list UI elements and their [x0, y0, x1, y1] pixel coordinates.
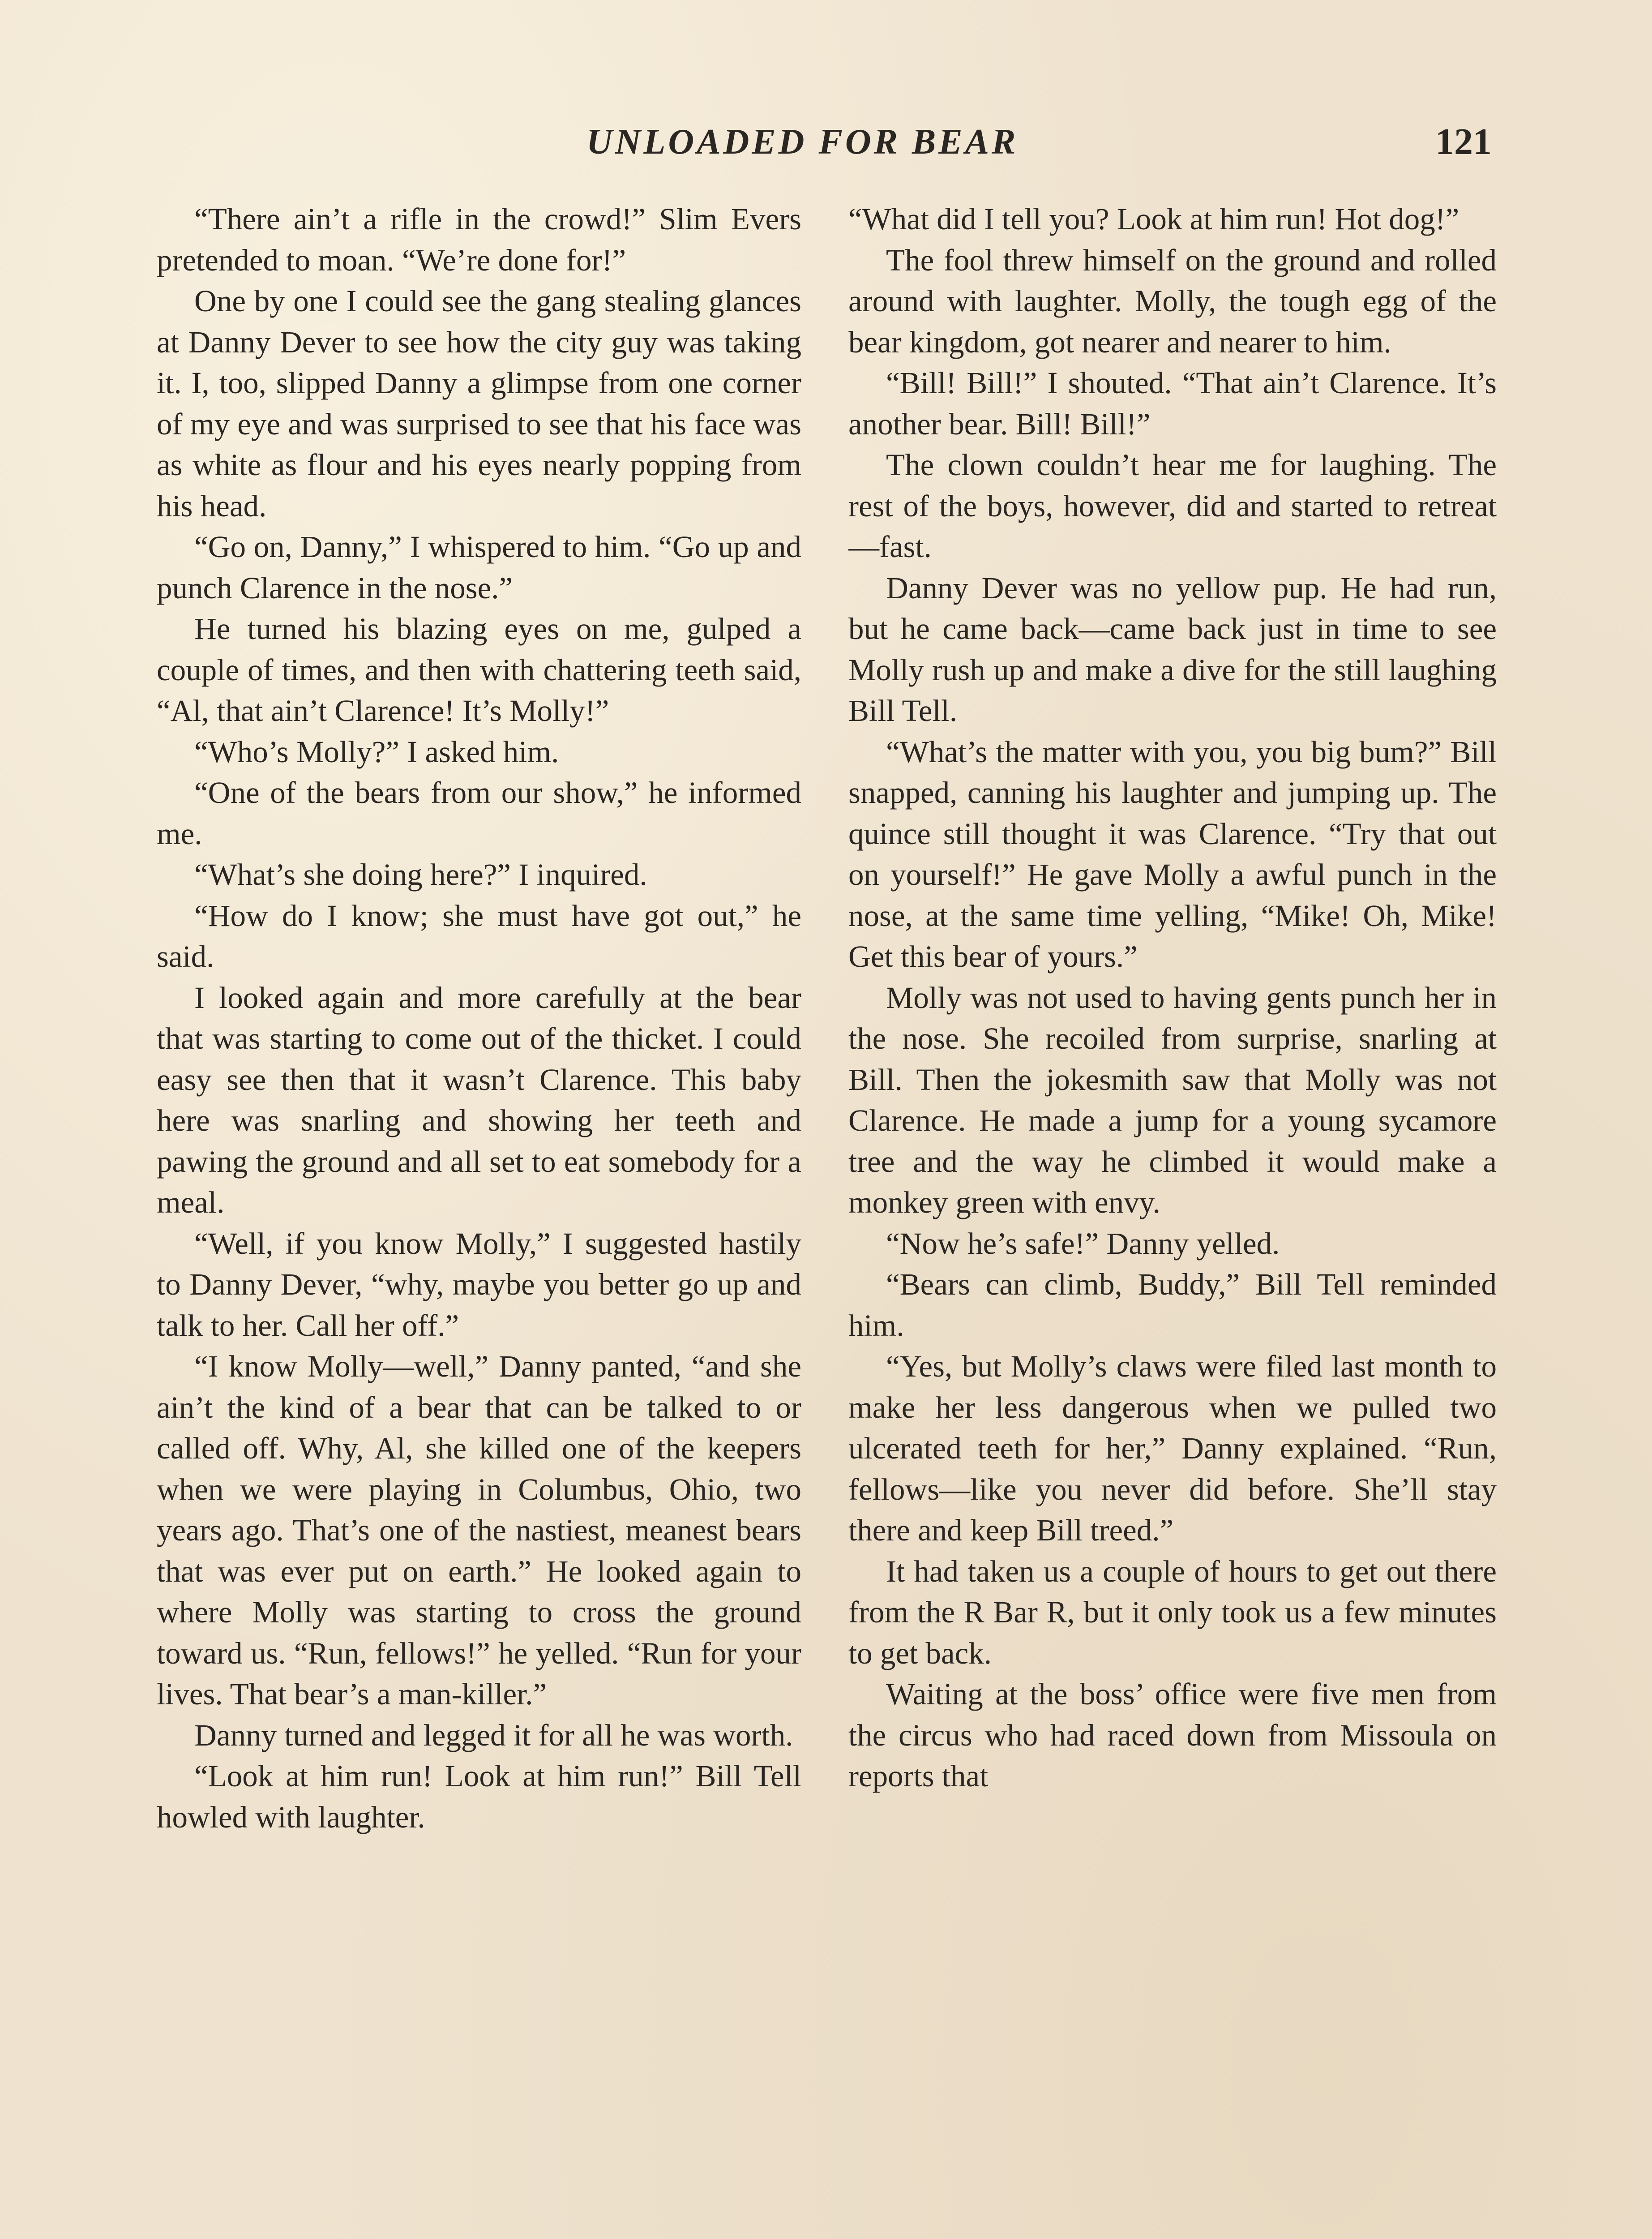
- left-column: [157, 199, 801, 2239]
- paragraph: Waiting at the boss’ office were five men from the circus who had raced down from Missoula on reports that: [848, 1677, 1497, 1793]
- paragraph: “Bears can climb, Buddy,” Bill Tell reminded him.: [848, 1267, 1497, 1343]
- paragraph: “One of the bears from our show,” he informed me.: [157, 776, 801, 851]
- paragraph: I looked again and more carefully at the bear that was starting to come out of the thicket. I could easy see then that it wasn’t Clarence. This baby here was snarling and showing her teeth and pawing the ground and all set to eat somebody for a meal.: [157, 980, 801, 1219]
- paragraph: “Who’s Molly?” I asked him.: [194, 734, 559, 769]
- paragraph: Danny Dever was no yellow pup. He had run, but he came back—came back just in time to see Molly rush up and make a dive for the still laughing Bill Tell.: [848, 570, 1497, 728]
- paragraph: The fool threw himself on the ground and rolled around with laughter. Molly, the tough egg of the bear kingdom, got nearer and nearer to him.: [848, 243, 1497, 359]
- paragraph: “Bill! Bill!” I shouted. “That ain’t Clarence. It’s another bear. Bill! Bill!”: [848, 366, 1497, 441]
- running-title: UNLOADED FOR BEAR: [586, 122, 1019, 162]
- paragraph: “What’s the matter with you, you big bum?” Bill snapped, canning his laughter and jumping up. The quince still thought it was Clarence. “Try that out on yourself!” He gave Molly a awful punch in the nose, at the same time yelling, “Mike! Oh, Mike! Get this bear of yours.”: [848, 734, 1497, 974]
- paragraph: “There ain’t a rifle in the crowd!” Slim Evers pretended to moan. “We’re done for!”: [157, 202, 801, 277]
- paragraph: “Go on, Danny,” I whispered to him. “Go up and punch Clarence in the nose.”: [157, 530, 801, 605]
- page-number: 121: [1435, 121, 1492, 163]
- paragraph: “I know Molly—well,” Danny panted, “and she ain’t the kind of a bear that can be talked to or called off. Why, Al, she killed one of the keepers when we were playing in Columbus, Ohio, two years ago. That’s one of the nastiest, meanest bears that was ever put on earth.” He looked again to where Molly was starting to cross the ground toward us. “Run, fellows!” he yelled. “Run for your lives. That bear’s a man-killer.”: [157, 1349, 801, 1711]
- paragraph: “Now he’s safe!” Danny yelled.: [886, 1226, 1280, 1261]
- paragraph: “Look at him run! Look at him run!” Bill Tell howled with laughter.: [157, 1759, 801, 1834]
- paragraph: Danny turned and legged it for all he was worth.: [194, 1718, 793, 1752]
- paragraph: “What’s she doing here?” I inquired.: [194, 858, 647, 892]
- paragraph: “Well, if you know Molly,” I suggested hastily to Danny Dever, “why, maybe you better go up and talk to her. Call her off.”: [157, 1226, 801, 1343]
- paragraph: Molly was not used to having gents punch her in the nose. She recoiled from surprise, snarling at Bill. Then the jokesmith saw that Molly was not Clarence. He made a jump for a young sycamore tree and the way he climbed it would make a monkey green with envy.: [848, 980, 1497, 1219]
- paragraph: One by one I could see the gang stealing glances at Danny Dever to see how the city guy was taking it. I, too, slipped Danny a glimpse from one corner of my eye and was surprised to see that his face was as white as flour and his eyes nearly popping from his head.: [157, 284, 801, 523]
- paragraph: The clown couldn’t hear me for laughing. The rest of the boys, however, did and started to retreat—fast.: [848, 448, 1497, 564]
- right-column: [848, 199, 1497, 2239]
- paragraph: “Yes, but Molly’s claws were filed last month to make her less dangerous when we pulled two ulcerated teeth for her,” Danny explained. “Run, fellows—like you never did before. She’ll stay there and keep Bill treed.”: [848, 1349, 1497, 1547]
- paragraph: “How do I know; she must have got out,” he said.: [157, 898, 801, 974]
- paragraph-continuation: “What did I tell you? Look at him run! Hot dog!”: [848, 202, 1459, 236]
- paragraph: It had taken us a couple of hours to get out there from the R Bar R, but it only took us a few minutes to get back.: [848, 1554, 1497, 1670]
- paragraph: He turned his blazing eyes on me, gulped a couple of times, and then with chattering teeth said, “Al, that ain’t Clarence! It’s Molly!”: [157, 612, 801, 728]
